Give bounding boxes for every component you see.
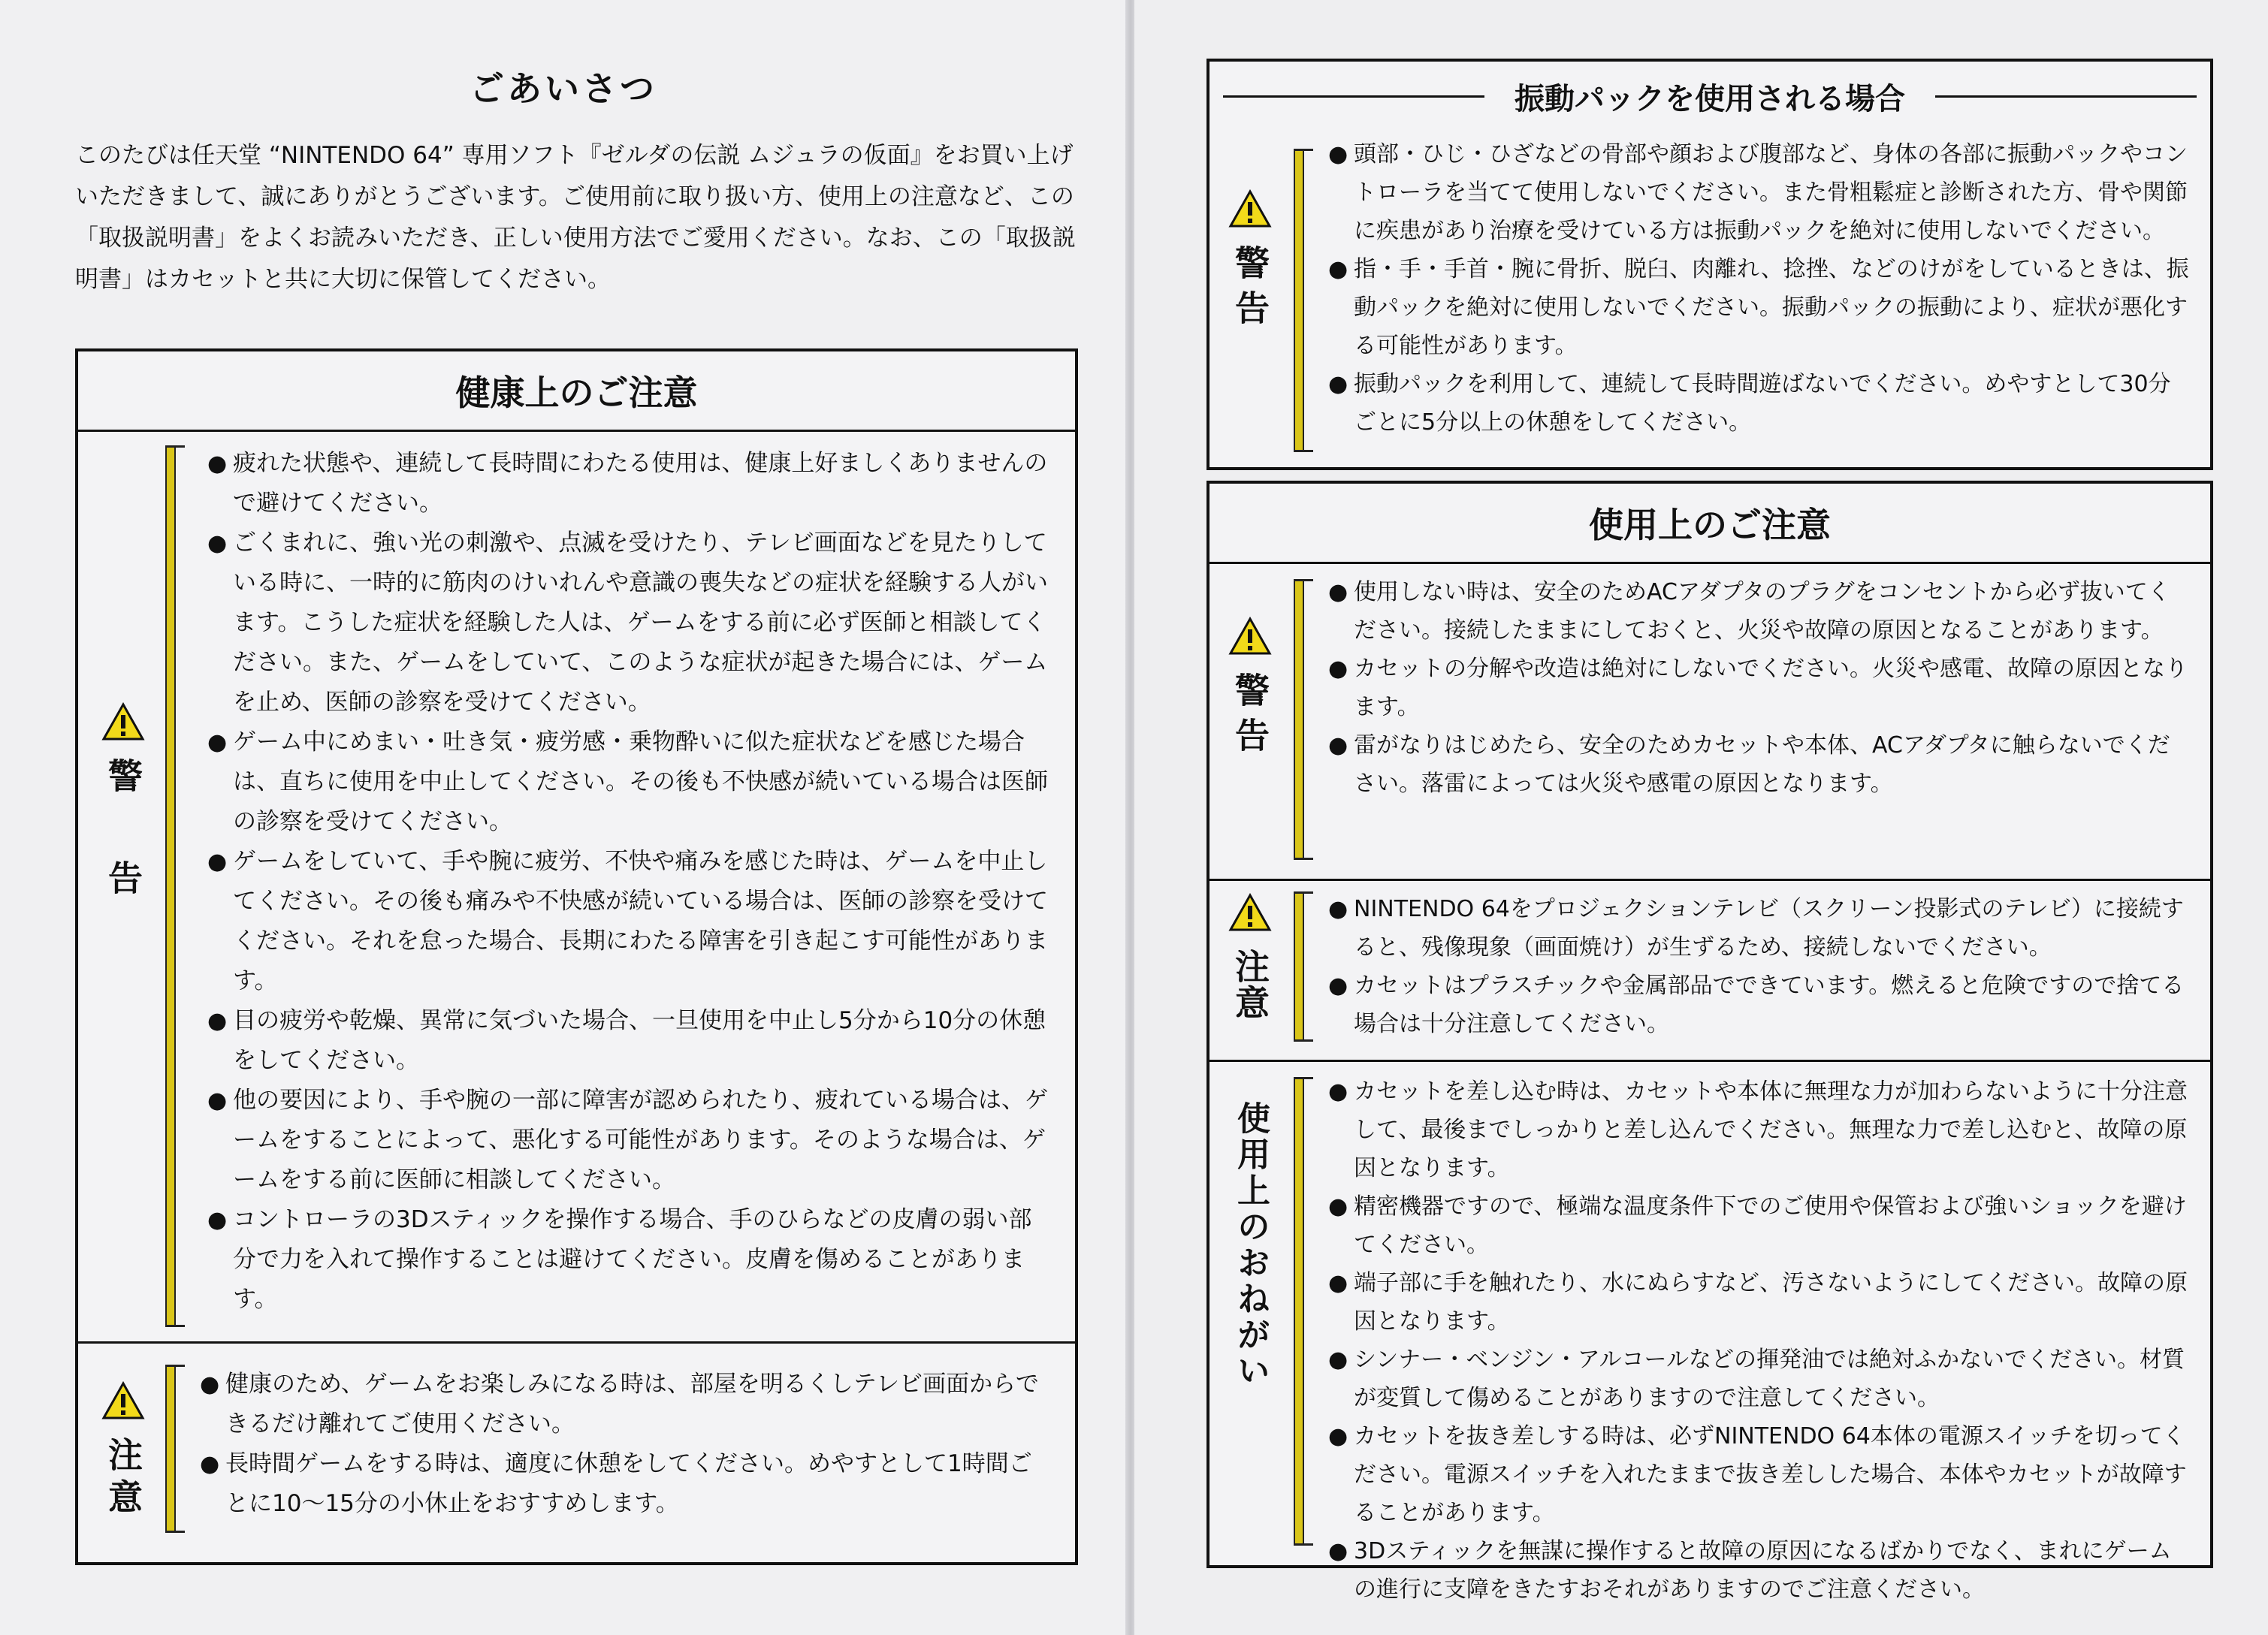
list-item: ● 健康のため、ゲームをお楽しみになる時は、部屋を明るくしテレビ画面からできるだけ離れてご使用ください。	[200, 1365, 1049, 1444]
health-caution-label-group	[89, 1381, 158, 1521]
warning-triangle-icon	[1228, 893, 1272, 932]
usage-warning-list	[1328, 573, 2192, 803]
health-warning-label-group	[89, 702, 158, 962]
list-item: ● 3Dスティックを無謀に操作すると故障の原因になるばかりでなく、まれにゲームの進行に支障をきたすおそれがありますのでご注意ください。	[1328, 1532, 2192, 1609]
warning-triangle-icon	[1228, 189, 1272, 228]
list-item: ● コントローラの3Dスティックを操作する場合、手のひらなどの皮膚の弱い部分で力を入れて操作することは避けてください。皮膚を傷めることがあります。	[207, 1200, 1049, 1320]
usage-warning-label-group	[1219, 617, 1282, 762]
usage-warning-section	[1209, 564, 2210, 878]
list-item: ● 精密機器ですので、極端な温度条件下でのご使用や保管および強いショックを避けてください。	[1328, 1187, 2192, 1264]
usage-precautions-title: 使用上のご注意	[1209, 484, 2210, 564]
greeting-title: ごあいさつ	[470, 68, 657, 109]
list-item: ● 長時間ゲームをする時は、適度に休憩をしてください。めやすとして1時間ごとに10〜15分の小休止をおすすめします。	[200, 1444, 1049, 1524]
usage-request-bar	[1294, 1078, 1304, 1544]
list-item: ● ゲーム中にめまい・吐き気・疲労感・乗物酔いに似た症状などを感じた場合は、直ちに使用を中止してください。その後も不快感が続いている場合は医師の診察を受けてください。	[207, 722, 1049, 842]
list-item: ● カセットを差し込む時は、カセットや本体に無理な力が加わらないように十分注意して、最後までしっかりと差し込んでください。無理な力で差し込むと、故障の原因となります。	[1328, 1072, 2192, 1187]
warning-triangle-icon	[101, 702, 145, 741]
list-item: ● 頭部・ひじ・ひざなどの骨部や顔および腹部など、身体の各部に振動パックやコントローラを当てて使用しないでください。また骨粗鬆症と診断された方、骨や関節に疾患があり治療を受けている方は振動パックを絶対に使用しないでください。	[1328, 135, 2192, 250]
health-caution-bar	[165, 1366, 176, 1531]
warning-triangle-icon	[101, 1381, 145, 1420]
left-page	[0, 0, 1127, 1635]
usage-caution-list	[1328, 890, 2192, 1043]
list-item: ● カセットはプラスチックや金属部品でできています。燃えると危険ですので捨てる場合は十分注意してください。	[1328, 967, 2192, 1043]
vibration-warning-label-group	[1219, 189, 1282, 335]
usage-caution-section	[1209, 881, 2210, 1059]
header-rule	[1223, 95, 1484, 98]
health-warning-section	[78, 432, 1075, 1339]
usage-precautions-box	[1206, 481, 2213, 1603]
vibration-warning-bar	[1294, 150, 1304, 451]
vibration-warning-list	[1328, 135, 2192, 442]
list-item: ● ゲームをしていて、手や腕に疲労、不快や痛みを感じた時は、ゲームを中止してください。その後も痛みや不快感が続いている場合は、医師の診察を受けてください。それを怠った場合、長期にわたる障害を引き起こす可能性があります。	[207, 842, 1049, 1001]
usage-request-label: 使用上のおねがい	[1231, 1101, 1270, 1389]
health-precautions-title: 健康上のご注意	[78, 351, 1075, 432]
usage-request-label-group	[1219, 1101, 1282, 1389]
greeting-body: このたびは任天堂 “NINTENDO 64” 専用ソフト『ゼルダの伝説 ムジュラの仮面』をお買い上げいただきまして、誠にありがとうございます。ご使用前に取り扱い方、使用上の注意など、この「取扱説明書」をよくお読みいただき、正しい使用方法でご愛用ください。なお、この「取扱説明書」はカセットと共に大切に保管してください。	[75, 142, 1076, 293]
list-item: ● 目の疲労や乾燥、異常に気づいた場合、一旦使用を中止し5分から10分の休憩をしてください。	[207, 1001, 1049, 1081]
list-item: ● 指・手・手首・腕に骨折、脱臼、肉離れ、捻挫、などのけがをしているときは、振動パックを絶対に使用しないでください。振動パックの振動により、症状が悪化する可能性があります。	[1328, 250, 2192, 365]
health-warning-list	[207, 444, 1049, 1320]
list-item: ● 使用しない時は、安全のためACアダプタのプラグをコンセントから必ず抜いてください。接続したままにしておくと、火災や故障の原因となることがあります。	[1328, 573, 2192, 650]
warning-triangle-icon	[1228, 617, 1272, 656]
vibration-pack-box	[1206, 59, 2213, 470]
list-item: ● 振動パックを利用して、連続して長時間遊ばないでください。めやすとして30分ごとに5分以上の休憩をしてください。	[1328, 365, 2192, 442]
health-warning-bar	[165, 447, 176, 1326]
right-page	[1134, 0, 2268, 1635]
list-item: ● ごくまれに、強い光の刺激や、点滅を受けたり、テレビ画面などを見たりしている時に、一時的に筋肉のけいれんや意識の喪失などの症状を経験する人がいます。こうした症状を経験した人は、ゲームをする前に必ず医師と相談してください。また、ゲームをしていて、このような症状が起きた場合には、ゲームを止め、医師の診察を受けてください。	[207, 523, 1049, 722]
usage-warning-bar	[1294, 581, 1304, 858]
header-rule	[1935, 95, 2197, 98]
list-item: ● 疲れた状態や、連続して長時間にわたる使用は、健康上好ましくありませんので避けてください。	[207, 444, 1049, 523]
usage-request-list	[1328, 1072, 2192, 1609]
usage-warning-label: 警告	[1230, 672, 1270, 762]
health-caution-list	[200, 1365, 1049, 1524]
health-warning-label: 警告	[103, 758, 143, 962]
list-item: ● カセットを抜き差しする時は、必ずNINTENDO 64本体の電源スイッチを切ってください。電源スイッチを入れたままで抜き差しした場合、本体やカセットが故障することがあります。	[1328, 1417, 2192, 1532]
health-caution-label: 注意	[103, 1437, 143, 1521]
list-item: ● 雷がなりはじめたら、安全のためカセットや本体、ACアダプタに触らないでください。落雷によっては火災や感電の原因となります。	[1328, 726, 2192, 803]
health-caution-section	[78, 1344, 1075, 1561]
list-item: ● 他の要因により、手や腕の一部に障害が認められたり、疲れている場合は、ゲームをすることによって、悪化する可能性があります。そのような場合は、ゲームをする前に医師に相談してください。	[207, 1081, 1049, 1200]
list-item: ● 端子部に手を触れたり、水にぬらすなど、汚さないようにしてください。故障の原因となります。	[1328, 1264, 2192, 1341]
list-item: ● シンナー・ベンジン・アルコールなどの揮発油では絶対ふかないでください。材質が変質して傷めることがありますので注意してください。	[1328, 1341, 2192, 1417]
vibration-warning-label: 警告	[1230, 245, 1270, 335]
vibration-pack-header	[1209, 62, 2210, 131]
usage-caution-label-group	[1219, 893, 1282, 1021]
usage-caution-label: 注意	[1230, 949, 1270, 1021]
list-item: ● NINTENDO 64をプロジェクションテレビ（スクリーン投影式のテレビ）に接続すると、残像現象（画面焼け）が生ずるため、接続しないでください。	[1328, 890, 2192, 967]
health-precautions-box	[75, 348, 1078, 1565]
vibration-pack-title: 振動パックを使用される場合	[1515, 81, 1905, 116]
usage-caution-bar	[1294, 893, 1304, 1040]
list-item: ● カセットの分解や改造は絶対にしないでください。火災や感電、故障の原因となります。	[1328, 650, 2192, 726]
usage-request-section	[1209, 1062, 2210, 1603]
